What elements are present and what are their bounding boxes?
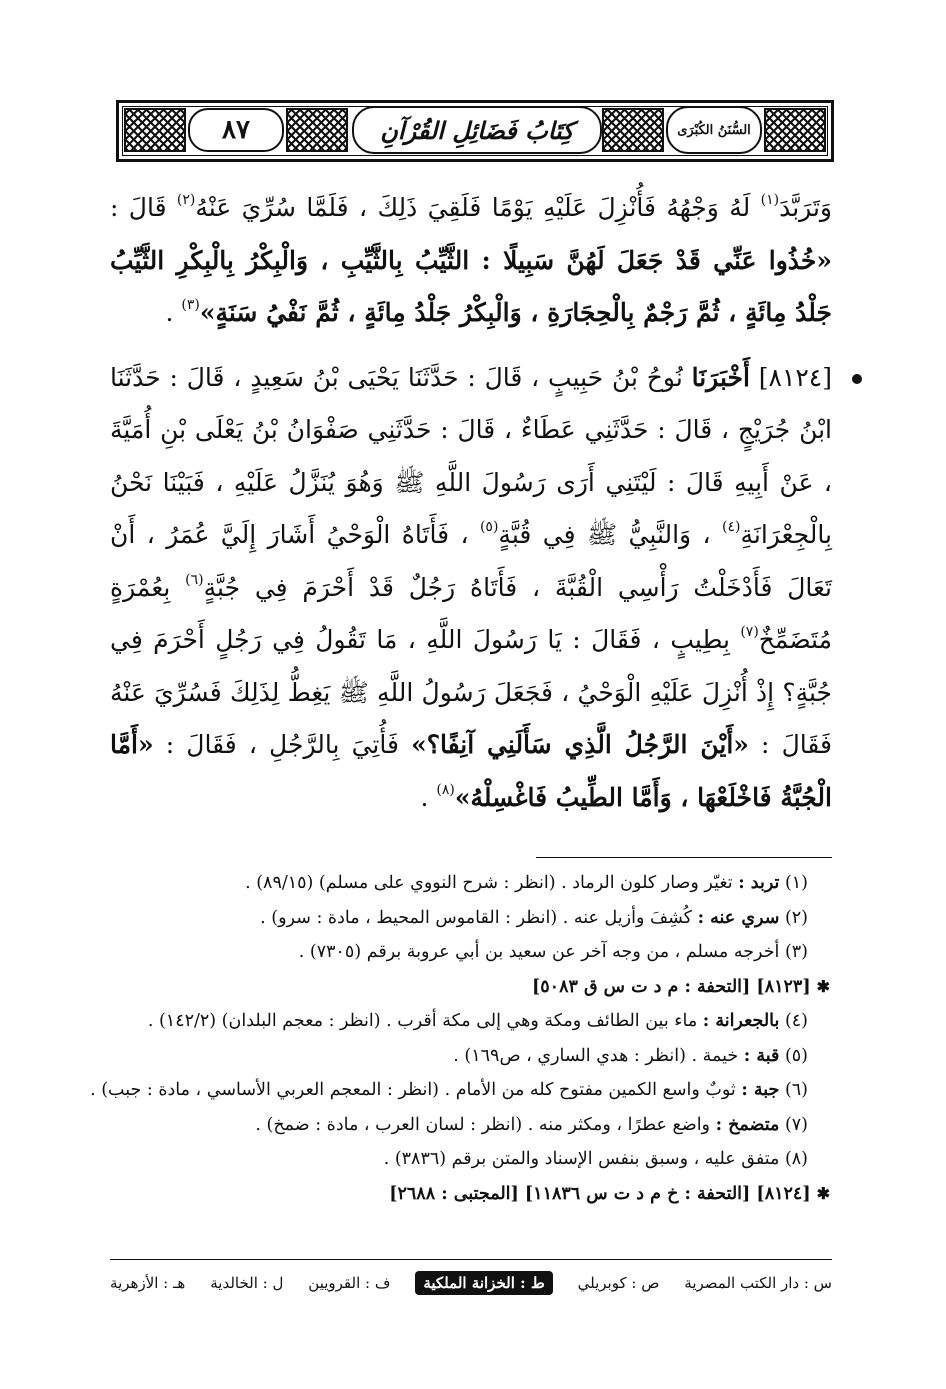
footnote-term: متضمخ : — [715, 1114, 780, 1135]
footnote-marker: (٦) — [185, 571, 204, 588]
text-segment: وَتَرَبَّدَ — [779, 193, 832, 222]
asterisk-icon: ✱ — [816, 1183, 830, 1203]
series-emblem: السُّنَنُ الكُبْرَى — [666, 106, 762, 154]
footnote-term: تربد : — [738, 873, 780, 893]
footnote-marker: (١) — [760, 192, 780, 208]
footnote-text: متفق عليه ، وسبق بنفس الإسناد والمتن برقم (٣٨٣٦) . — [383, 1149, 780, 1169]
page-number: ٨٧ — [188, 108, 284, 152]
footnote-marker: (٥) — [479, 519, 499, 535]
footnote-number: (٨) — [779, 1149, 808, 1169]
ornament-left-inner — [286, 108, 348, 152]
legend-item: ط : الخزانة الملكية — [415, 1271, 552, 1295]
footnotes — [90, 866, 830, 1211]
text-segment: نُوحُ بْنُ حَبِيبٍ ، قَالَ : حَدَّثَنَا يَحْيَى بْنُ سَعِيدٍ ، قَالَ : حَدَّثَنَا ابْنُ جُرَيْجٍ ، قَالَ : حَدَّثَنِي عَطَاءٌ ، قَالَ : حَدَّثَنِي صَفْوَانُ بْنُ يَعْلَى بْنِ أُمَيَّةَ ، عَنْ أَبِيهِ قَالَ : لَيْتَنِي أَرَى رَسُولَ اللَّهِ ﷺ وَهُوَ يُنَزَّلُ عَلَيْهِ ، فَبَيْنَا نَحْنُ بِالْجِعْرَانَةِ — [110, 362, 832, 549]
footnote-term: جبة : — [741, 1080, 780, 1100]
footnote-number: (٤) — [779, 1011, 808, 1031]
footnote-item — [110, 935, 830, 970]
prophetic-saying: «أَيْنَ الرَّجُلُ الَّذِي سَأَلَنِي آنِفًا؟» — [411, 730, 749, 759]
ornament-right-outer — [764, 108, 826, 152]
text-segment: ، وَالنَّبِيُّ ﷺ فِي قُبَّةٍ — [498, 520, 723, 549]
ornament-right-inner — [602, 108, 664, 152]
footnote-number: (٧) — [779, 1114, 808, 1135]
footnote-text: [٨١٢٤] [التحفة : خ م د ت س ١١٨٣٦] [المجتبى : ٢٦٨٨] — [389, 1183, 811, 1204]
text-segment: . — [165, 298, 182, 327]
text-segment: قَالَ : — [110, 193, 177, 222]
manuscript-legend — [110, 1266, 832, 1300]
footnote-number: (٢) — [779, 907, 808, 928]
footnote-number: (١) — [779, 873, 808, 893]
bullet-icon — [852, 374, 862, 384]
text-segment: ، فَأَتَاهُ الْوَحْيُ أَشَارَ إِلَيَّ عُمَرُ ، أَنْ تَعَالَ فَأَدْخَلْتُ رَأْسِي الْقُبَّةَ ، فَأَتَاهُ رَجُلٌ قَدْ أَحْرَمَ فِي جُبَّةٍ — [110, 520, 832, 602]
main-text — [110, 182, 832, 824]
prophetic-saying: أَخْبَرَنَا — [691, 362, 750, 392]
footnote-item — [110, 1108, 830, 1143]
footnote-marker: (٣) — [181, 297, 200, 313]
reference-line — [110, 1177, 830, 1212]
text-segment: [٨١٢٤] — [749, 362, 832, 392]
footnote-text: واضع عطرًا ، ومكثر منه . (انظر : لسان العرب ، مادة : ضمخ) . — [255, 1114, 716, 1135]
footnote-item — [90, 1073, 830, 1108]
legend-item: هـ : الأزهرية — [110, 1274, 186, 1292]
footnote-marker: (٢) — [176, 192, 196, 208]
footnote-text: ثوبٌ واسع الكمين مفتوح كله من الأمام . (انظر : المعجم العربي الأساسي ، مادة : جبب) . — [90, 1080, 742, 1100]
footnote-marker: (٨) — [436, 781, 455, 798]
footnote-item — [110, 1039, 830, 1074]
text-segment: بِعُمْرَةٍ مُتَضَمِّخٌ — [110, 572, 832, 654]
legend-item: ص : كوبريلي — [577, 1274, 660, 1292]
footnote-item — [110, 1142, 830, 1177]
prophetic-saying: «خُذُوا عَنِّي قَدْ جَعَلَ لَهُنَّ سَبِيلًا : الثَّيِّبُ بِالثَّيِّبِ ، وَالْبِكْرُ بِالْبِكْرِ الثَّيِّبُ جَلْدُ مِائَةٍ ، ثُمَّ رَجْمٌ بِالْحِجَارَةِ ، وَالْبِكْرُ جَلْدُ مِائَةٍ ، ثُمَّ نَفْيُ سَنَةٍ» — [110, 245, 832, 327]
text-segment: بِطِيبٍ ، فَقَالَ : يَا رَسُولَ اللَّهِ ، مَا تَقُولُ فِي رَجُلٍ أَحْرَمَ فِي جُبَّةٍ؟ إِذْ أُنْزِلَ عَلَيْهِ الْوَحْيُ ، فَجَعَلَ رَسُولُ اللَّهِ ﷺ يَغِطُّ لِذَلِكَ فَسُرِّيَ عَنْهُ فَقَالَ : — [110, 625, 833, 759]
legend-item: ف : القرويين — [308, 1274, 391, 1292]
footnote-number: (٥) — [779, 1045, 808, 1066]
footnote-term: سري عنه : — [697, 907, 780, 928]
footnote-number: (٦) — [779, 1080, 808, 1100]
footnote-text: كُشِفَ وأزيل عنه . (انظر : القاموس المحيط ، مادة : سرو) . — [260, 907, 698, 928]
legend-item: ل : الخالدية — [210, 1274, 284, 1292]
text-segment: لَهُ وَجْهُهُ فَأُنْزِلَ عَلَيْهِ يَوْمًا فَلَقِيَ ذَلِكَ ، فَلَمَّا سُرِّيَ عَنْهُ — [195, 193, 761, 222]
paragraph-continuation — [110, 182, 832, 340]
footnote-number: (٣) — [779, 942, 808, 962]
reference-line — [110, 970, 830, 1005]
text-segment: . — [420, 782, 437, 812]
legend-item: س : دار الكتب المصرية — [684, 1274, 832, 1292]
footnote-marker: (٧) — [740, 624, 759, 640]
prophetic-saying: «أَمَّا الْجُبَّةُ فَاخْلَعْهَا ، وَأَمَّا الطِّيبُ فَاغْسِلْهُ» — [110, 730, 832, 812]
footnote-text: [٨١٢٣] [التحفة : م د ت س ق ٥٠٨٣] — [532, 976, 811, 997]
book-title: كِتَابُ فَضَائِلِ القُرْآنِ — [352, 106, 602, 154]
footnote-text: تغيّر وصار كلون الرماد . (انظر : شرح النووي على مسلم) (٨٩/١٥) . — [245, 873, 739, 893]
asterisk-icon: ✱ — [816, 976, 830, 996]
footnote-term: بالجعرانة : — [702, 1011, 780, 1031]
text-segment: فَأُتِيَ بِالرَّجُلِ ، فَقَالَ : — [153, 730, 412, 759]
footnote-item — [110, 1004, 830, 1039]
footnote-text: خيمة . (انظر : هدي الساري ، ص١٦٩) . — [453, 1045, 744, 1066]
footnote-text: أخرجه مسلم ، من وجه آخر عن سعيد بن أبي عروبة برقم (٧٣٠٥) . — [298, 942, 780, 962]
ornament-left-outer — [124, 108, 186, 152]
footnote-marker: (٤) — [722, 519, 741, 535]
footnote-text: ماء بين الطائف ومكة وهي إلى مكة أقرب . (انظر : معجم البلدان) (١٤٢/٢) . — [147, 1011, 703, 1031]
legend-separator — [110, 1259, 832, 1260]
hadith-8124 — [110, 352, 832, 825]
footnote-separator — [536, 857, 832, 858]
footnote-item — [110, 866, 830, 901]
footnote-item — [110, 901, 830, 936]
footnote-term: قبة : — [743, 1045, 780, 1066]
page-header — [116, 100, 834, 162]
